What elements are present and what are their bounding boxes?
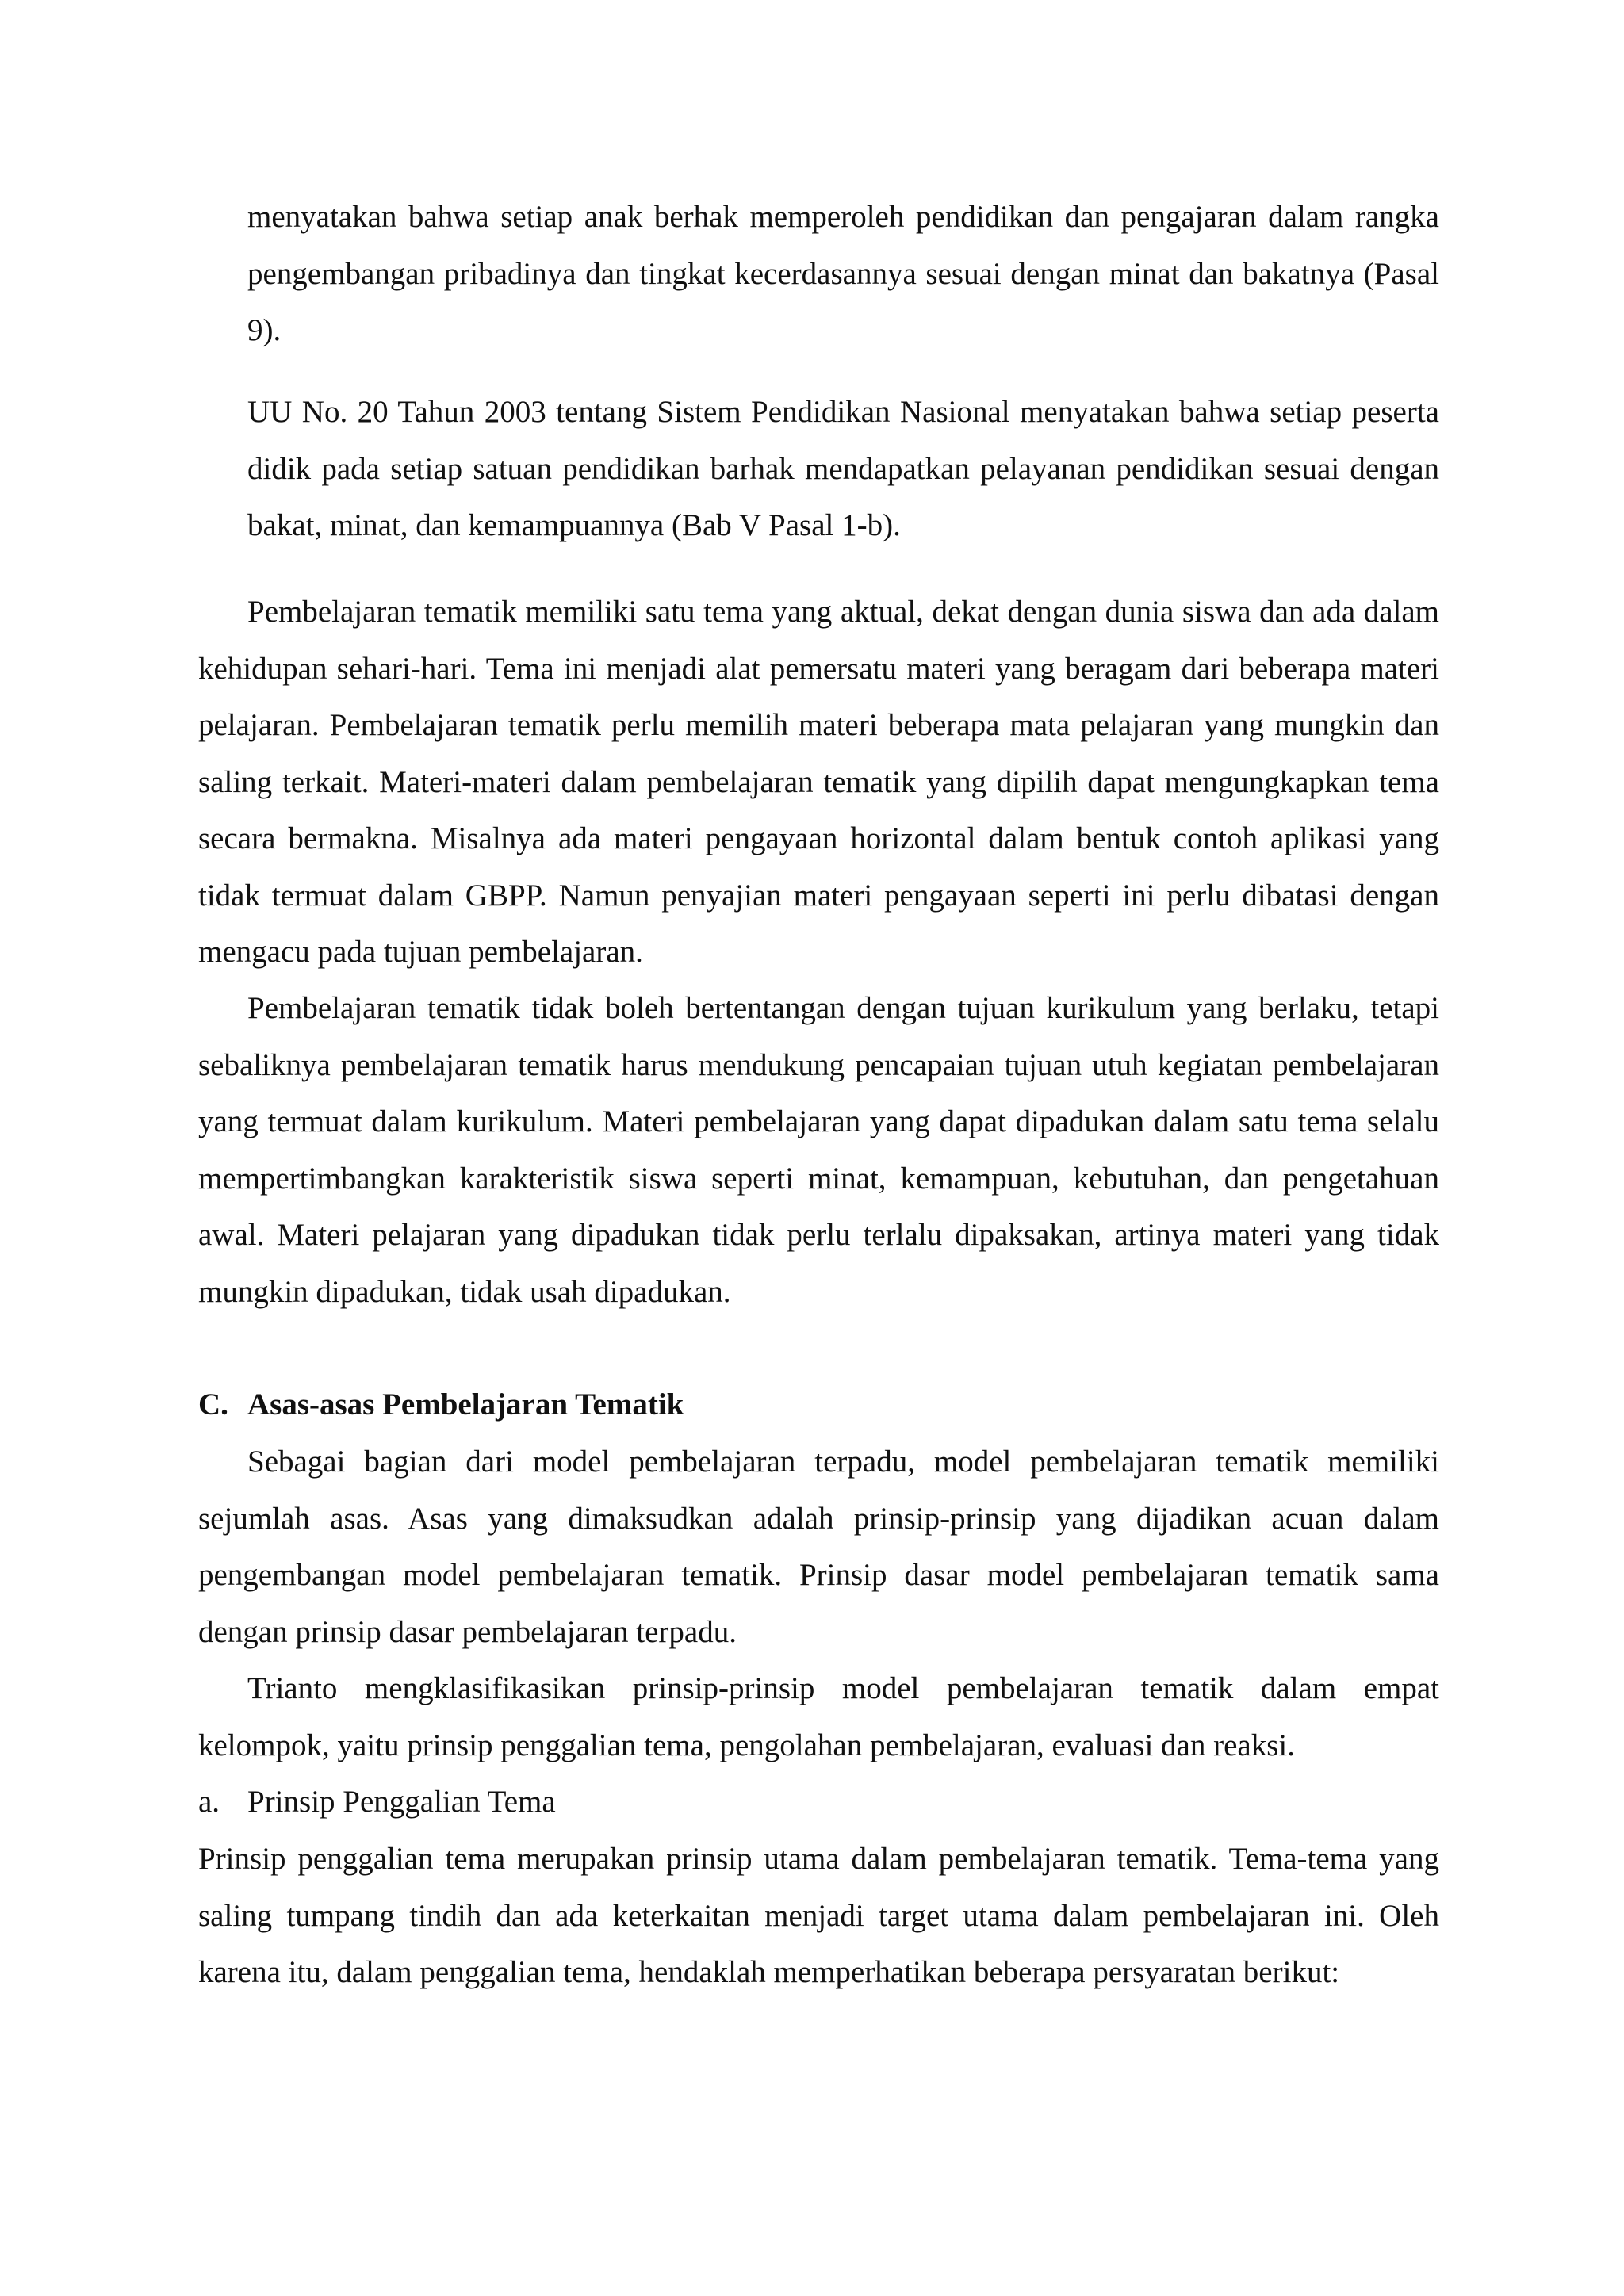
body-paragraph-4: Trianto mengklasifikasikan prinsip-prinsip model pembelajaran tematik dalam empat kelompok, yaitu prinsip penggalian tema, pengolahan pembelajaran, evaluasi dan reaksi. (198, 1671, 1439, 1762)
body-paragraph-2: Pembelajaran tematik tidak boleh bertentangan dengan tujuan kurikulum yang berlaku, tetapi sebaliknya pembelajaran tematik harus mendukung pencapaian tujuan utuh kegiatan pembelajaran yang termuat dalam kurikulum. Materi pembelajaran yang dapat dipadukan dalam satu tema selalu mempertimbangkan karakteristik siswa seperti minat, kemampuan, kebutuhan, dan pengetahuan awal. Materi pelajaran yang dipadukan tidak perlu terlalu dipaksakan, artinya materi yang tidak mungkin dipadukan, tidak usah dipadukan. (198, 991, 1439, 1309)
subsection-item (198, 1774, 556, 1831)
body-paragraph-1: Pembelajaran tematik memiliki satu tema yang aktual, dekat dengan dunia siswa dan ada dalam kehidupan sehari-hari. Tema ini menjadi alat pemersatu materi yang beragam dari beberapa materi pelajaran. Pembelajaran tematik perlu memilih materi beberapa mata pelajaran yang mungkin dan saling terkait. Materi-materi dalam pembelajaran tematik yang dipilih dapat mengungkapkan tema secara bermakna. Misalnya ada materi pengayaan horizontal dalam bentuk contoh aplikasi yang tidak termuat dalam GBPP. Namun penyajian materi pengayaan seperti ini perlu dibatasi dengan mengacu pada tujuan pembelajaran. (198, 595, 1439, 969)
body-paragraph-3: Sebagai bagian dari model pembelajaran terpadu, model pembelajaran tematik memiliki sejumlah asas. Asas yang dimaksudkan adalah prinsip-prinsip yang dijadikan acuan dalam pengembangan model pembelajaran tematik. Prinsip dasar model pembelajaran tematik sama dengan prinsip dasar pembelajaran terpadu. (198, 1445, 1439, 1649)
subsection-item-title: Prinsip Penggalian Tema (247, 1785, 556, 1819)
section-heading-number: C. (198, 1387, 228, 1422)
body-paragraph-5: Prinsip penggalian tema merupakan prinsip utama dalam pembelajaran tematik. Tema-tema yang saling tumpang tindih dan ada keterkaitan menjadi target utama dalam pembelajaran ini. Oleh karena itu, dalam penggalian tema, hendaklah memperhatikan beberapa persyaratan berikut: (198, 1842, 1439, 1989)
section-heading (198, 1376, 684, 1433)
section-heading-title: Asas-asas Pembelajaran Tematik (247, 1387, 684, 1422)
subsection-item-number: a. (198, 1785, 220, 1819)
quote-paragraph-1: menyatakan bahwa setiap anak berhak memperoleh pendidikan dan pengajaran dalam rangka pengembangan pribadinya dan tingkat kecerdasannya sesuai dengan minat dan bakatnya (Pasal 9). (247, 200, 1439, 347)
quote-paragraph-2: UU No. 20 Tahun 2003 tentang Sistem Pendidikan Nasional menyatakan bahwa setiap peserta didik pada setiap satuan pendidikan barhak mendapatkan pelayanan pendidikan sesuai dengan bakat, minat, dan kemampuannya (Bab V Pasal 1-b). (247, 395, 1439, 542)
